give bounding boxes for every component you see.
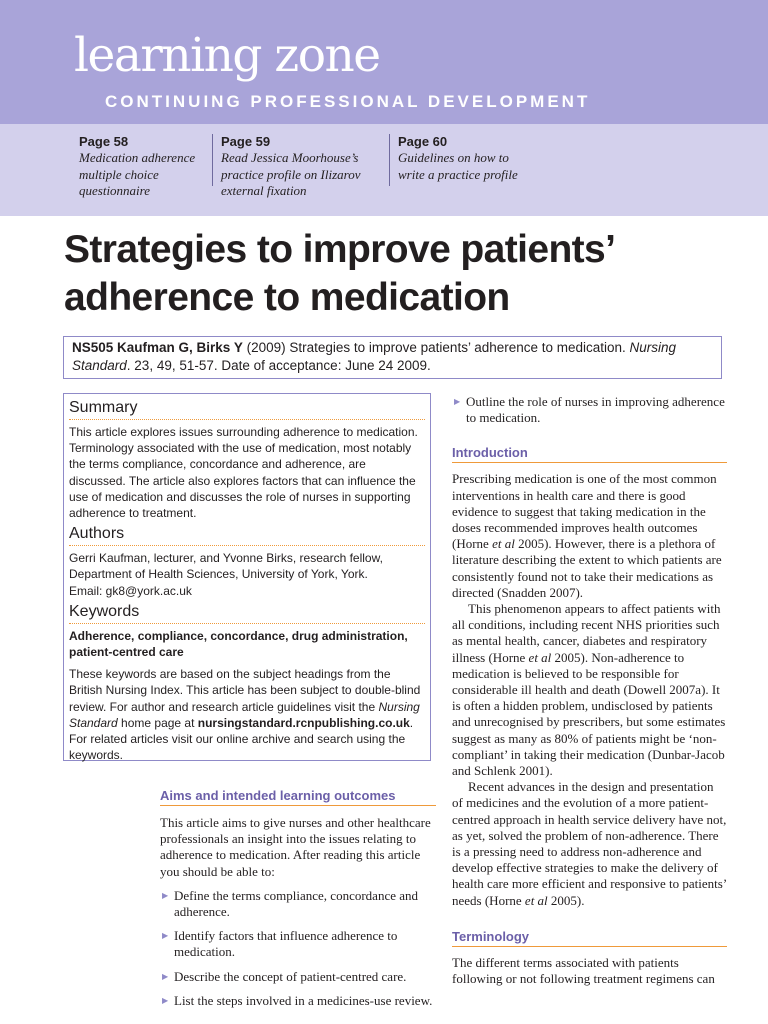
paragraph-text: et al (528, 649, 552, 665)
cpd-subtitle: CONTINUING PROFESSIONAL DEVELOPMENT (105, 92, 591, 111)
page-description-line: questionnaire (79, 183, 151, 198)
aims-heading: Aims and intended learning outcomes (160, 788, 436, 806)
page-description-line: Medication adherence (79, 150, 196, 165)
list-item-text: Outline the role of nurses in improving adherence to medication. (466, 394, 725, 426)
list-item-text: Identify factors that influence adherence to medication. (174, 928, 398, 960)
paragraph-text: Prescribing medication is one of the most common interventions in health care and there is good evidence to suggest that taking medication in the doses recommended improves health outcomes (Horne (452, 471, 717, 552)
aims-section (160, 788, 436, 1009)
aims-intro: This article aims to give nurses and other healthcare professionals an insight into the issues relating to adherence to medication. After reading this article you should be able to: (160, 815, 431, 879)
bullet-arrow-icon: ▶ (454, 397, 461, 406)
aims-list (160, 888, 436, 1009)
terminology-heading: Terminology (452, 929, 727, 947)
keywords-note (69, 666, 425, 763)
list-item (160, 993, 436, 1009)
keywords-note-text: . For related articles visit our online archive and search using the keywords. (69, 715, 414, 763)
learning-zone-title: learning zone (74, 28, 380, 83)
citation-box (63, 336, 722, 379)
list-item-text: Define the terms compliance, concordance and adherence. (174, 887, 418, 920)
summary-text: This article explores issues surrounding adherence to medication. Terminology associated with the use of medication, most notably the terms compliance, concordance and adherence, are discussed. The article also explores factors that can influence the use of medication and discusses the role of nurses in supporting adherence to treatment. (69, 425, 418, 521)
page-link-58[interactable] (79, 134, 195, 200)
article-title (64, 226, 744, 322)
aims-list-continued (452, 394, 727, 426)
paragraph-text: et al (492, 536, 515, 552)
citation-ref: NS505 Kaufman G, Birks Y (72, 340, 243, 355)
citation-rest: . 23, 49, 51-57. Date of acceptance: June 24 2009. (126, 358, 431, 373)
page-number: Page 60 (398, 134, 448, 149)
article-title-line: Strategies to improve patients’ (64, 228, 616, 271)
summary-box (63, 393, 431, 761)
page-link-60[interactable] (398, 134, 518, 183)
list-item (160, 928, 436, 960)
paragraph-text: 2005). (547, 892, 585, 908)
paragraph-text: This phenomenon appears to affect patients with all conditions, including recent NHS priorities such as mental health, cancer, diabetes and respiratory illness (Horne (452, 601, 721, 665)
page-link-59[interactable] (221, 134, 360, 200)
keywords-note-text: These keywords are based on the subject headings from the British Nursing Index. This article has been subject to double-blind review. For author and research article guidelines visit the (69, 667, 421, 714)
list-item (160, 969, 436, 985)
paragraph-text: 2005). Non-adherence to medication is believed to be responsible for considerable ill health and death (Dowell 2007a). It is often a hidden problem, undisclosed by patients and unrecognised by prescribers, but some estimates suggest as many as 80% of patients might be ‘non-compliant’ in taking their medication (Dunbar-Jacob and Schlenk 2001). (452, 649, 726, 779)
list-item-text: Describe the concept of patient-centred care. (174, 968, 407, 984)
introduction-paragraph (452, 471, 727, 601)
introduction-paragraph (452, 601, 727, 779)
bullet-arrow-icon: ▶ (162, 995, 169, 1005)
paragraph-text: et al (524, 892, 548, 908)
keywords-note-text: home page at (117, 715, 198, 730)
page-description-line: practice profile on Ilizarov (221, 166, 361, 182)
list-item (160, 888, 436, 920)
journal-website-link[interactable]: nursingstandard.rcnpublishing.co.uk (197, 715, 410, 730)
page-number: Page 59 (221, 134, 271, 149)
header-banner (0, 0, 768, 124)
page-divider (389, 134, 390, 186)
keywords-terms: Adherence, compliance, concordance, drug administration, patient-centred care (69, 628, 408, 660)
keywords-heading: Keywords (69, 602, 425, 624)
introduction-heading: Introduction (452, 445, 727, 463)
page-description-line: external fixation (221, 183, 307, 198)
page-description-line: Guidelines on how to (398, 150, 509, 165)
bullet-arrow-icon: ▶ (162, 971, 169, 981)
terminology-text: The different terms associated with patients following or not following treatment regimens can (452, 954, 715, 987)
author-email[interactable]: Email: gk8@york.ac.uk (69, 583, 192, 598)
page-description-line: Read Jessica Moorhouse’s (221, 150, 359, 165)
bullet-arrow-icon: ▶ (162, 931, 169, 941)
page-number: Page 58 (79, 134, 129, 149)
introduction-paragraph (452, 779, 727, 909)
list-item (452, 394, 727, 426)
page-divider (212, 134, 213, 186)
paragraph-text: 2005). However, there is a plethora of literature describing the extent to which patients are consistently found not to take their medications as directed (Snadden 2007). (452, 536, 722, 600)
citation-text: (2009) Strategies to improve patients’ adherence to medication. (242, 340, 630, 355)
keywords-note-journal: Nursing Standard (69, 699, 420, 730)
citation-journal: Nursing Standard (72, 340, 677, 373)
bullet-arrow-icon: ▶ (162, 890, 169, 900)
page-description-line: write a practice profile (398, 166, 518, 182)
page-description-line: multiple choice (79, 166, 159, 182)
authors-heading: Authors (69, 524, 425, 546)
summary-heading: Summary (69, 398, 425, 420)
list-item-text: List the steps involved in a medicines-use review. (174, 992, 433, 1008)
authors-text: Gerri Kaufman, lecturer, and Yvonne Birks, research fellow, Department of Health Sciences, University of York, York. (69, 551, 383, 582)
right-column (452, 394, 727, 987)
paragraph-text: Recent advances in the design and presentation of medicines and the evolution of a more patient-centred approach in health service delivery have not, as yet, solved the problem of non-adherence. There is a pressing need to address non-adherence and develop effective strategies to make the delivery of health care more efficient and responsive to patients’ needs (Horne (452, 779, 727, 908)
page-navigation-band (0, 124, 768, 216)
article-title-line: adherence to medication (64, 276, 510, 319)
